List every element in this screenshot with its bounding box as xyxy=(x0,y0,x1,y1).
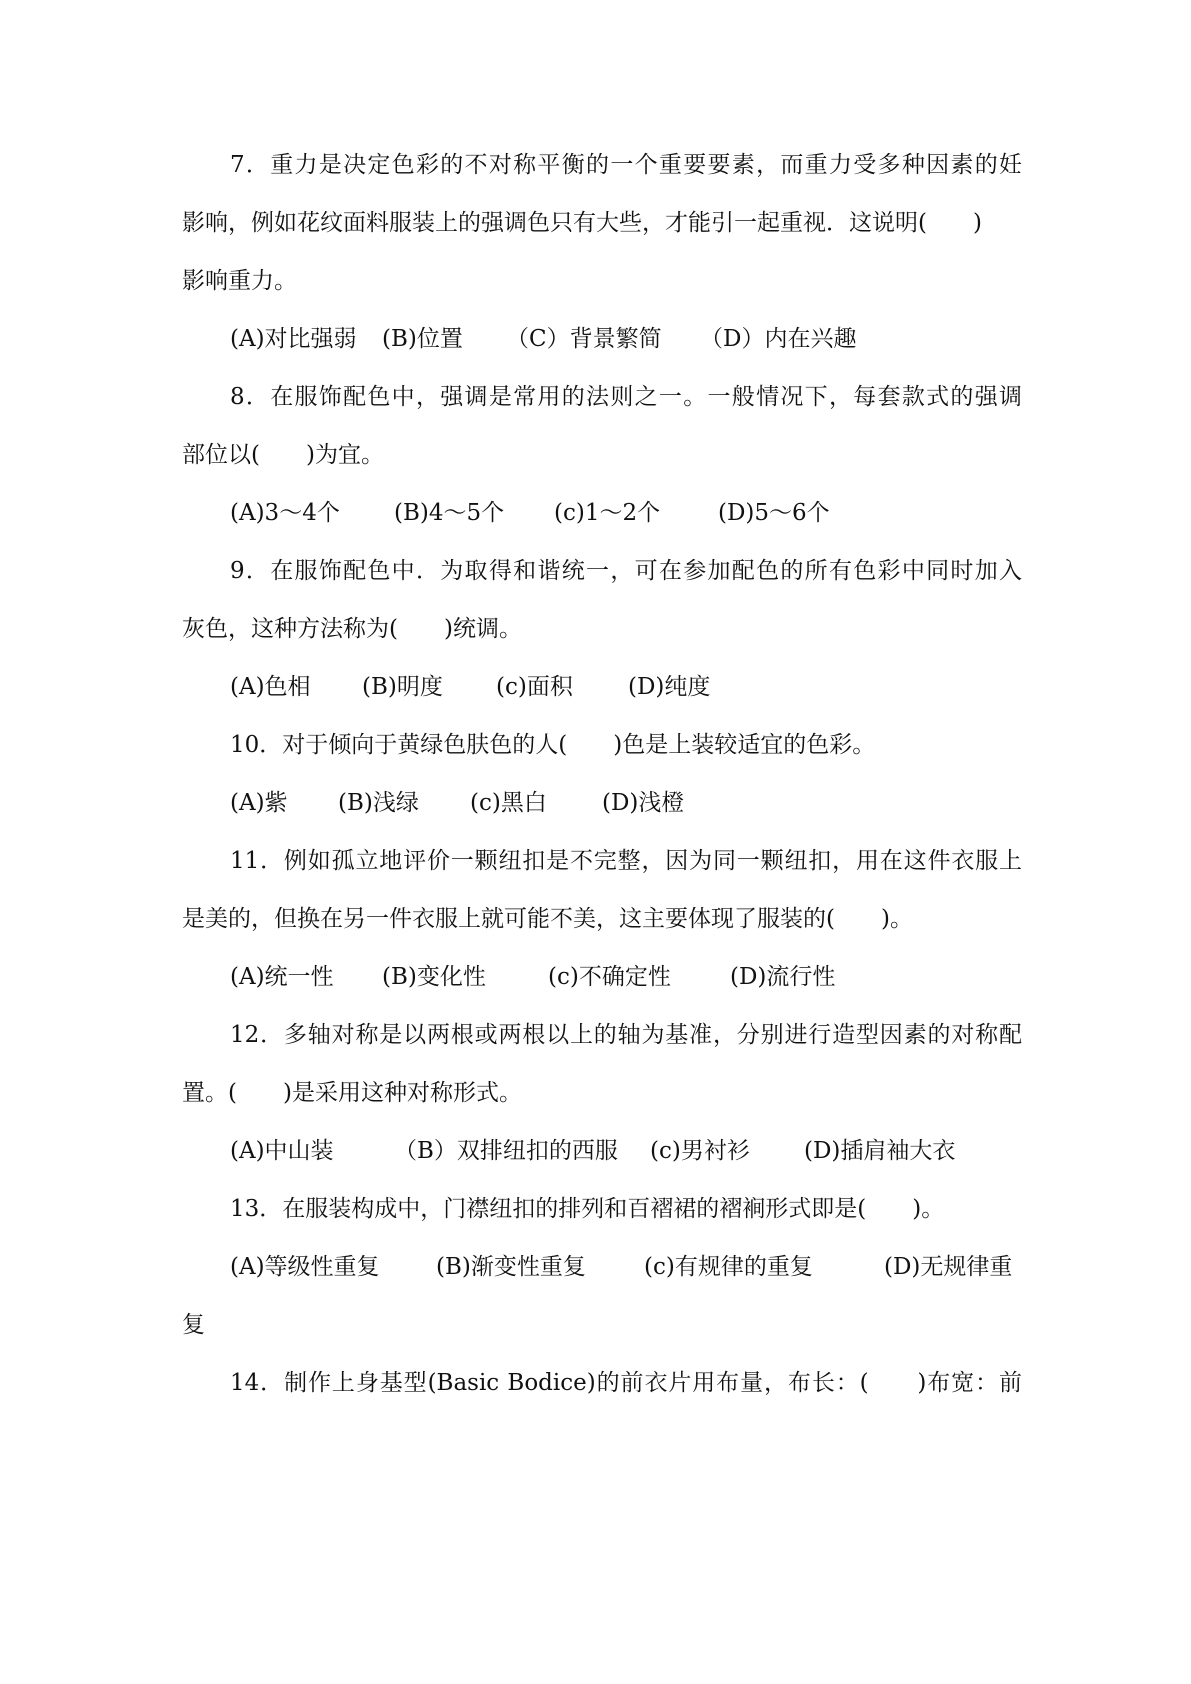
q10-option-c: (c)黑白 xyxy=(470,790,547,816)
q9-option-c: (c)面积 xyxy=(496,674,573,700)
q12-option-b: （B）双排纽扣的西服 xyxy=(394,1138,618,1164)
q9-option-b: (B)明度 xyxy=(362,674,443,700)
q9-option-d: (D)纯度 xyxy=(628,674,711,700)
q8-option-b: (B)4～5个 xyxy=(394,500,505,526)
q12-option-c: (c)男衬衫 xyxy=(650,1138,750,1164)
q13-option-b: (B)渐变性重复 xyxy=(436,1254,586,1280)
q10-line-1: 10．对于倾向于黄绿色肤色的人( )色是上装较适宜的色彩。 xyxy=(230,732,876,758)
q12-line-2: 置。( )是采用这种对称形式。 xyxy=(182,1080,522,1106)
q13-option-d: (D)无规律重 xyxy=(884,1254,1013,1280)
q14-line-1: 14．制作上身基型(Basic Bodice)的前衣片用布量，布长：( )布宽：前 xyxy=(230,1370,1022,1396)
q11-option-d: (D)流行性 xyxy=(730,964,836,990)
q7-option-a: (A)对比强弱 xyxy=(230,326,357,352)
q11-line-1: 11．例如孤立地评价一颗纽扣是不完整，因为同一颗纽扣，用在这件衣服上 xyxy=(230,848,1022,874)
q7-option-b: (B)位置 xyxy=(382,326,463,352)
q10-option-d: (D)浅橙 xyxy=(602,790,685,816)
q12-line-1: 12．多轴对称是以两根或两根以上的轴为基准，分别进行造型因素的对称配 xyxy=(230,1022,1022,1048)
q13-option-c: (c)有规律的重复 xyxy=(644,1254,813,1280)
q12-option-a: (A)中山装 xyxy=(230,1138,334,1164)
q9-line-2: 灰色，这种方法称为( )统调。 xyxy=(182,616,522,642)
q11-option-a: (A)统一性 xyxy=(230,964,334,990)
q8-option-d: (D)5～6个 xyxy=(718,500,830,526)
q7-line-2: 影响，例如花纹面料服装上的强调色只有大些，才能引一起重视．这说明( ) xyxy=(182,210,982,236)
q8-option-a: (A)3～4个 xyxy=(230,500,340,526)
q7-line-3: 影响重力。 xyxy=(182,268,297,294)
q10-option-b: (B)浅绿 xyxy=(338,790,419,816)
q7-option-c: （C）背景繁简 xyxy=(506,326,662,352)
q7-line-1: 7．重力是决定色彩的不对称平衡的一个重要要素，而重力受多种因素的妊 xyxy=(230,152,1022,178)
q12-option-d: (D)插肩袖大衣 xyxy=(804,1138,956,1164)
q13-option-a: (A)等级性重复 xyxy=(230,1254,380,1280)
q8-line-2: 部位以( )为宜。 xyxy=(182,442,384,468)
q8-line-1: 8．在服饰配色中，强调是常用的法则之一。一般情况下，每套款式的强调 xyxy=(230,384,1022,410)
q13-line-1: 13．在服装构成中，门襟纽扣的排列和百褶裙的褶裥形式即是( )。 xyxy=(230,1196,945,1222)
q13-options-continuation: 复 xyxy=(182,1312,205,1338)
q9-option-a: (A)色相 xyxy=(230,674,311,700)
q11-line-2: 是美的，但换在另一件衣服上就可能不美，这主要体现了服装的( )。 xyxy=(182,906,913,932)
q8-option-c: (c)1～2个 xyxy=(554,500,661,526)
q10-option-a: (A)紫 xyxy=(230,790,288,816)
q7-option-d: （D）内在兴趣 xyxy=(700,326,857,352)
q9-line-1: 9．在服饰配色中．为取得和谐统一，可在参加配色的所有色彩中同时加入 xyxy=(230,558,1022,584)
q11-option-c: (c)不确定性 xyxy=(548,964,671,990)
q11-option-b: (B)变化性 xyxy=(382,964,486,990)
